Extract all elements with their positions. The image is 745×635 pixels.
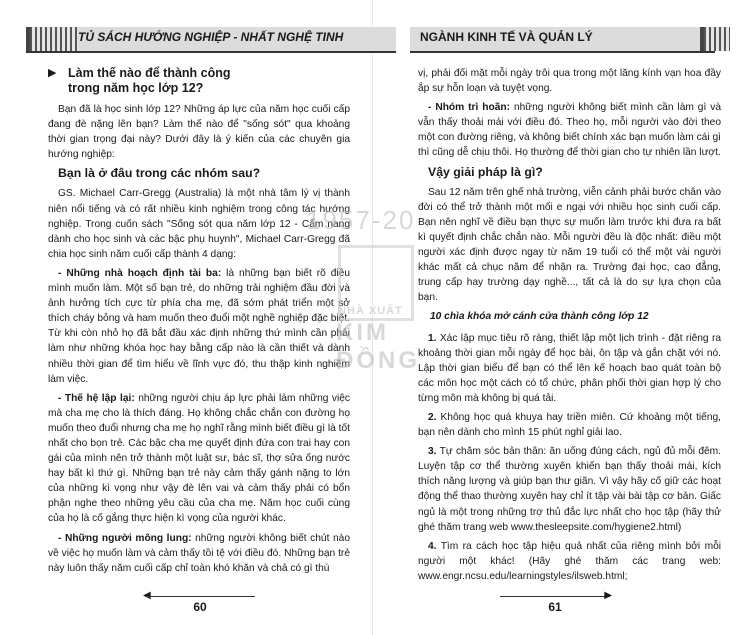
group3-paragraph xyxy=(48,531,350,576)
right-page-footer xyxy=(500,590,612,614)
key3-paragraph xyxy=(418,444,721,535)
key4-paragraph xyxy=(418,539,721,584)
group4-label: - Nhóm trì hoãn: xyxy=(428,102,510,114)
article-title xyxy=(48,66,350,96)
header-decoration-left xyxy=(26,27,78,51)
footer-rule xyxy=(500,596,610,597)
continued-paragraph: vị, phải đối mặt mỗi ngày trôi qua trong một lăng kính vạn hoa đầy ắp sự hỗn loạn và tuyệt vọng. xyxy=(418,68,721,95)
watermark-publisher-line1: NHÀ XUẤT xyxy=(338,305,403,317)
header-decoration-right xyxy=(700,27,730,51)
watermark-year: 1957-20 xyxy=(306,205,416,235)
key4-text: Tìm ra cách học tập hiệu quả nhất của riêng mình bởi mỗi người một khác! (Hãy ghé thăm các trang web: www.engr.ncsu.edu/learningstyles/ilsweb.html; xyxy=(418,540,721,582)
key4-number: 4. xyxy=(428,540,437,552)
key2-number: 2. xyxy=(428,411,437,423)
group4-text: những người không biết mình cần làm gì và vẫn thấy thoải mái với điều đó. Theo họ, mỗi người vào đời theo một con đường riêng, và không biết chính xác bạn muốn làm cái gì thì cũng dễ chịu thôi. Họ thường để thời gian cho tự nhiên lần lượt. xyxy=(418,102,721,159)
group4-paragraph xyxy=(418,100,721,160)
groups-subheading: Bạn là ở đâu trong các nhóm sau? xyxy=(58,166,261,181)
group2-label: - Thế hệ lập lại: xyxy=(58,392,135,404)
left-page-number: 60 xyxy=(193,600,207,614)
solution-paragraph: Sau 12 năm trên ghế nhà trường, viễn cảnh phải bước chân vào đời có thể trở thành một mối e ngại với nhiều học sinh cuối cấp. Bạn nên nghĩ về điều bạn thực sự muốn làm trước khi đưa ra bất kì quyết định chắc chắn nào. Mỗi người đều là độc nhất: điều một người xác định được ngay từ năm 19 tuổi có thể một vài người khác mất cả chục năm để nhận ra. Trường đại học, cao đẳng, trung cấp hay trường dạy nghề..., tất cả là do sự lựa chọn của bạn. xyxy=(418,186,721,304)
group1-text: là những bạn biết rõ điều mình muốn làm. Một số bạn trẻ, do những trải nghiệm đầu đời và ảnh hưởng tích cực từ phía cha mẹ, đã sớm phát triển một sở thích cháy bỏng và ham muốn theo đuổi một nghề nghiệp đặc biệt. Từ khi còn nhỏ họ đã bắt đầu xác định những thứ mình cần phải làm như những khóa học hay bằng cấp nào là cần thiết và dành nhiều thời gian để tìm hiểu về lĩnh vực đó, thu thập kinh nghiệm làm việc. xyxy=(48,267,351,385)
left-arrow-icon: ◀ xyxy=(143,590,151,601)
key1-text: Xác lập mục tiêu rõ ràng, thiết lập một lịch trình - đặt riêng ra khoảng thời gian mỗi ngày để học bài, ôn tập và gắn chặt với nó. Lập thời gian biểu để bạn có thể lên kế hoạch bao quát toàn bộ các môn học một cách có tổ chức, phân phối thời gian hợp lý cho từng môn mà không bị quá tải. xyxy=(418,332,721,404)
group1-paragraph xyxy=(48,266,350,387)
key2-paragraph xyxy=(418,410,721,440)
right-page-number: 61 xyxy=(548,600,562,614)
group2-paragraph xyxy=(48,391,350,527)
left-page-footer xyxy=(143,590,255,614)
page-gutter xyxy=(372,0,373,635)
key3-text: Tự chăm sóc bản thân: ăn uống đúng cách, ngủ đủ mỗi đêm. Luyện tập cơ thể thường xuyên khiến bạn thấy thoải mái, kích thích năng lượng và giúp bạn thư giãn. Vì vậy hãy cố giữ các hoạt động thể thao thường xuyên hay chỉ ít tập vài bài tập cơ bản. Giấc ngủ là một trong những trợ thủ đắc lực nhất cho học tập (hãy thử ghé thăm trang web www.thesleepsite.com/hygiene2.html) xyxy=(418,446,721,533)
left-page-column xyxy=(48,66,350,580)
key1-paragraph xyxy=(418,331,721,406)
key1-number: 1. xyxy=(428,332,437,344)
right-page-header xyxy=(410,27,715,53)
left-page-header xyxy=(26,27,396,53)
group3-label: - Những người mông lung: xyxy=(58,532,192,544)
watermark-publisher-line2: KIM ĐỒNG xyxy=(336,319,420,374)
right-arrow-icon: ▶ xyxy=(604,590,612,601)
right-page-column xyxy=(418,66,721,588)
intro-paragraph: Bạn đã là học sinh lớp 12? Những áp lực của năm học cuối cấp đang đè nặng lên bạn? Làm thế nào để "sống sót" qua khoảng thời gian trọng đại này? Dưới đây là ý kiến của các chuyên gia hướng nghiệp: xyxy=(48,104,350,161)
key3-number: 3. xyxy=(428,446,437,458)
group3-text: những người không biết chút nào về việc họ muốn làm và cảm thấy tồi tệ với điều đó. Những bạn trẻ này luôn thấy năm cuối cấp chỉ toàn khó khăn và chả có gì thú xyxy=(48,532,350,574)
triangle-bullet-icon: ▶ xyxy=(48,67,57,79)
footer-rule xyxy=(145,596,255,597)
left-header-title: TỦ SÁCH HƯỚNG NGHIỆP - NHẤT NGHỆ TINH xyxy=(78,30,344,44)
article-title-line1: Làm thế nào để thành công xyxy=(68,66,231,80)
group1-label: - Những nhà hoạch định tài ba: xyxy=(58,267,222,279)
key2-text: Không học quá khuya hay triền miên. Cứ khoảng một tiếng, bạn nên dành cho mình 15 phút nghỉ giải lao. xyxy=(418,411,721,439)
keys-heading: 10 chìa khóa mở cánh cửa thành công lớp 12 xyxy=(430,311,649,323)
solution-subheading: Vậy giải pháp là gì? xyxy=(428,164,543,179)
author-paragraph: GS. Michael Carr-Gregg (Australia) là một nhà tâm lý vị thành niên nổi tiếng và có rất nhiều kinh nghiệm trong công tác hướng nghiệp. Trong cuốn sách "Sống sót qua năm lớp 12 - Cẩm nang dành cho học sinh và các bậc phụ huynh", Michael Carr-Gregg đã chia học sinh năm cuối cấp thành 4 dạng: xyxy=(48,188,350,260)
article-title-line2: trong năm học lớp 12? xyxy=(68,81,204,95)
group2-text: những người chịu áp lực phải làm những việc mà cha mẹ cho là thích đáng. Họ không chắc chắn con đường họ muốn theo đuổi nhưng cha mẹ họ nghĩ rằng mình biết điều gì là tốt nhất cho bọn trẻ. Các bậc cha mẹ quyết định đứa con trai hay con gái của mình nên trở thành một luật sư, bác sĩ, thợ sửa ống nước hay bất kì thứ gì. Những bạn trẻ này cảm thấy gánh nặng to lớn của những kì vọng như vậy đè lên vai và cảm thấy phải có bổn phận nghe theo những yêu cầu của cha mẹ. Năm học cuối cùng của họ là cố gắng thực hiện kì vọng của người khác. xyxy=(48,392,350,525)
right-header-title: NGÀNH KINH TẾ VÀ QUẢN LÝ xyxy=(420,30,593,44)
